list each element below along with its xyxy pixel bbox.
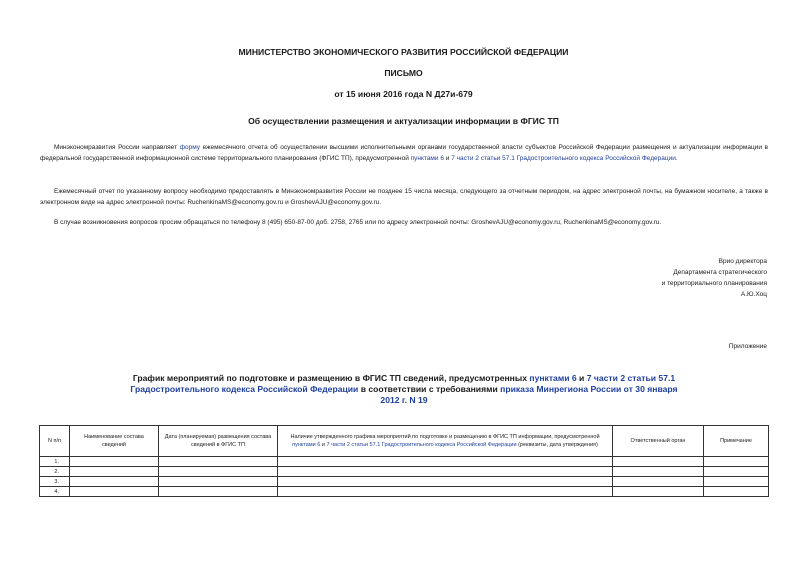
row-number: 1. <box>40 457 70 467</box>
col-notes-header: Примечание <box>704 426 769 457</box>
col-schedule-article-link[interactable]: 7 части 2 статьи 57.1 Градостроительного кодекса Российской Федерации <box>326 442 517 448</box>
col-schedule-text-a: Наличие утвержденного графика мероприятий по подготовке и размещению в ФГИС ТП информации, предусмотренной <box>290 434 600 440</box>
col-date-header: Дата (планируемая) размещения состава сведений в ФГИС ТП <box>159 426 278 457</box>
schedule-order-link[interactable]: приказа Минрегиона России от 30 января 2012 г. N 19 <box>380 384 678 405</box>
appendix-label: Приложение <box>728 343 767 350</box>
paragraph-1-text-a: Минэкономразвития России направляет <box>54 144 180 151</box>
schedule-point-6-link[interactable]: пунктами 6 <box>529 373 577 383</box>
signature-department: Департамента стратегического <box>673 269 767 276</box>
article-57-1-link[interactable]: 7 части 2 статьи 57.1 Градостроительного кодекса Российской Федерации <box>451 155 676 162</box>
paragraph-3-text: В случае возникновения вопросов просим обращаться по телефону 8 (495) 650-87-00 доб. 2758, 2765 или по адресу электронной почты: GroshevAJU@economy.gov.ru, RuchenkinaMS@economy.gov.ru. <box>54 219 662 226</box>
schedule-table <box>39 425 769 497</box>
paragraph-1-text-c: и <box>443 155 452 162</box>
row-number: 2. <box>40 467 70 477</box>
col-schedule-header <box>278 426 613 457</box>
col-number-header: N п/п <box>40 426 70 457</box>
signature-position: Врио директора <box>718 258 767 265</box>
schedule-title <box>130 373 678 406</box>
row-number: 4. <box>40 487 70 497</box>
paragraph-2 <box>40 186 768 208</box>
paragraph-3 <box>40 217 768 228</box>
paragraph-1-text-d: . <box>675 155 678 162</box>
signature-department-cont: и территориального планирования <box>661 280 767 287</box>
row-number: 3. <box>40 477 70 487</box>
table-row <box>40 457 769 467</box>
form-link[interactable]: форму <box>179 144 200 151</box>
document-subject: Об осуществлении размещения и актуализации информации в ФГИС ТП <box>248 116 559 126</box>
col-schedule-text-c: (реквизиты, дата утверждения) <box>516 442 598 448</box>
col-responsible-header: Ответственный орган <box>613 426 704 457</box>
col-name-header: Наименование состава сведений <box>70 426 159 457</box>
table-row <box>40 477 769 487</box>
col-schedule-text-b: и <box>320 442 327 448</box>
point-6-link[interactable]: пунктами 6 <box>410 155 444 162</box>
table-header-row <box>40 426 769 457</box>
paragraph-2-text: Ежемесячный отчет по указанному вопросу необходимо предоставлять в Минэкономразвития России не позднее 15 числа месяца, следующего за отчетным периодом, на адрес электронной почты, на бумажном носителе, а также в электронном виде на адрес электронной почты: RuchenkinaMS@economy.gov.ru и GroshevAJU@economy.gov.ru. <box>40 188 768 206</box>
table-row <box>40 467 769 477</box>
ministry-heading: МИНИСТЕРСТВО ЭКОНОМИЧЕСКОГО РАЗВИТИЯ РОССИЙСКОЙ ФЕДЕРАЦИИ <box>238 47 569 57</box>
signature-block <box>662 256 767 300</box>
schedule-title-text-a: График мероприятий по подготовке и размещению в ФГИС ТП сведений, предусмотренных <box>132 373 530 383</box>
table-row <box>40 487 769 497</box>
col-schedule-point-link[interactable]: пунктами 6 <box>292 442 321 448</box>
schedule-article-link[interactable]: 7 части 2 статьи 57.1 Градостроительного кодекса Российской Федерации <box>130 373 676 394</box>
paragraph-1-text-b: ежемесячного отчета об осуществлении высшими исполнительными органами государственной власти субъектов Российской Федерации размещения и актуализации информации в федеральной государственной информационной системе территориального планирования (ФГИС ТП), предусмотренной <box>40 144 769 162</box>
signature-name: А.Ю.Хоц <box>740 291 767 298</box>
schedule-title-text-b: и <box>576 373 587 383</box>
schedule-title-text-c: в соответствии с требованиями <box>358 384 501 394</box>
paragraph-1 <box>40 142 768 164</box>
document-type: ПИСЬМО <box>384 68 423 78</box>
document-date-number: от 15 июня 2016 года N Д27и-679 <box>334 89 473 99</box>
